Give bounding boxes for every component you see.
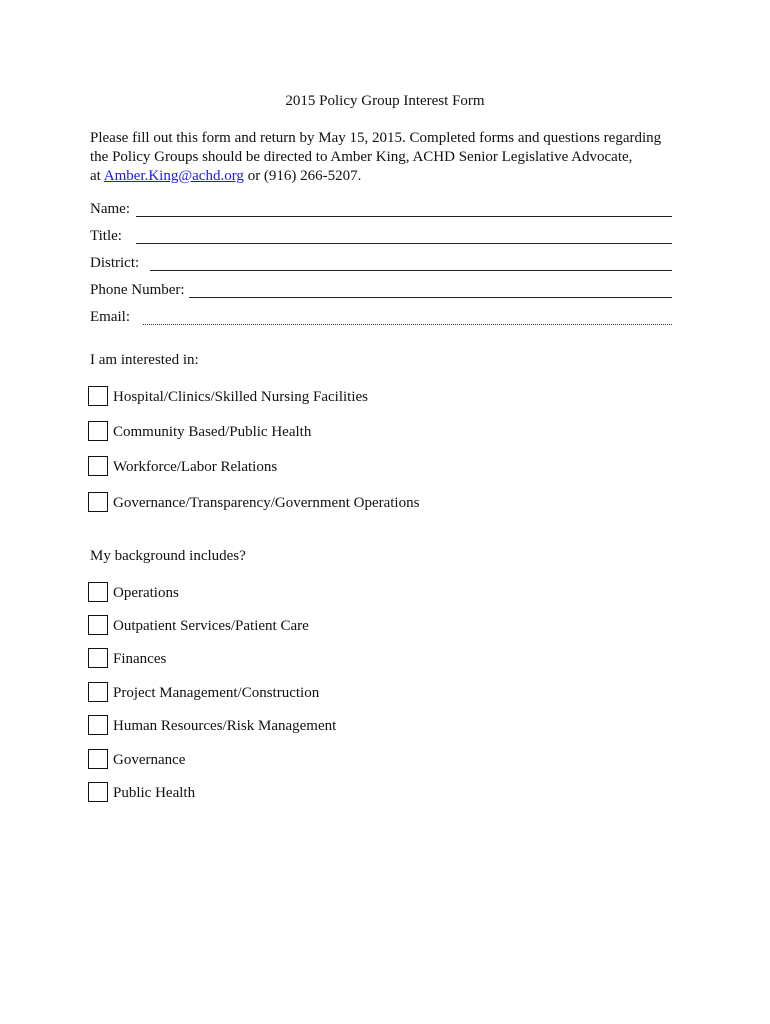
phone-field-row — [90, 282, 672, 302]
interest-label-community: Community Based/Public Health — [113, 424, 312, 440]
background-checkbox-finances[interactable] — [88, 648, 108, 668]
email-label: Email: — [90, 309, 130, 325]
title-field[interactable] — [136, 243, 672, 244]
interest-checkbox-hospital[interactable] — [88, 386, 108, 406]
district-field-row — [90, 255, 672, 275]
instructions-line-3 — [90, 167, 690, 186]
name-field[interactable] — [136, 216, 672, 217]
instructions-line-3-prefix: at — [90, 168, 104, 184]
district-field[interactable] — [150, 270, 672, 271]
background-label-outpatient: Outpatient Services/Patient Care — [113, 618, 309, 634]
background-label-public-health: Public Health — [113, 785, 196, 801]
interest-label-workforce: Workforce/Labor Relations — [113, 459, 278, 475]
background-checkbox-governance[interactable] — [88, 749, 108, 769]
background-label-finances: Finances — [113, 651, 167, 667]
interest-checkbox-governance[interactable] — [88, 492, 108, 512]
phone-field[interactable] — [189, 297, 672, 298]
district-label: District: — [90, 255, 140, 271]
name-label: Name: — [90, 201, 130, 217]
background-checkbox-project-management[interactable] — [88, 682, 108, 702]
interest-label-hospital: Hospital/Clinics/Skilled Nursing Facilities — [113, 389, 368, 405]
title-field-row — [90, 228, 672, 248]
form-title: 2015 Policy Group Interest Form — [285, 93, 485, 109]
interest-label-governance: Governance/Transparency/Government Operations — [113, 495, 420, 511]
email-field-row — [90, 309, 672, 329]
background-checkbox-outpatient[interactable] — [88, 615, 108, 635]
background-label-human-resources: Human Resources/Risk Management — [113, 718, 337, 734]
background-label-operations: Operations — [113, 585, 179, 601]
phone-label: Phone Number: — [90, 282, 185, 298]
background-label-governance: Governance — [113, 752, 186, 768]
email-field[interactable] — [143, 324, 672, 325]
title-label: Title: — [90, 228, 122, 244]
instructions-line-3-suffix: or (916) 266-5207. — [243, 168, 362, 184]
background-heading: My background includes? — [90, 548, 246, 564]
interest-checkbox-community[interactable] — [88, 421, 108, 441]
background-checkbox-operations[interactable] — [88, 582, 108, 602]
instructions-line-2: the Policy Groups should be directed to Amber King, ACHD Senior Legislative Advocate, — [90, 149, 633, 165]
name-field-row — [90, 201, 672, 221]
background-checkbox-public-health[interactable] — [88, 782, 108, 802]
instructions-line-1: Please fill out this form and return by May 15, 2015. Completed forms and questions regarding — [90, 130, 662, 146]
form-instructions — [90, 129, 690, 186]
background-label-project-management: Project Management/Construction — [113, 685, 320, 701]
interest-checkbox-workforce[interactable] — [88, 456, 108, 476]
background-checkbox-human-resources[interactable] — [88, 715, 108, 735]
email-link[interactable]: Amber.King@achd.org — [103, 168, 244, 184]
interests-heading: I am interested in: — [90, 352, 199, 368]
